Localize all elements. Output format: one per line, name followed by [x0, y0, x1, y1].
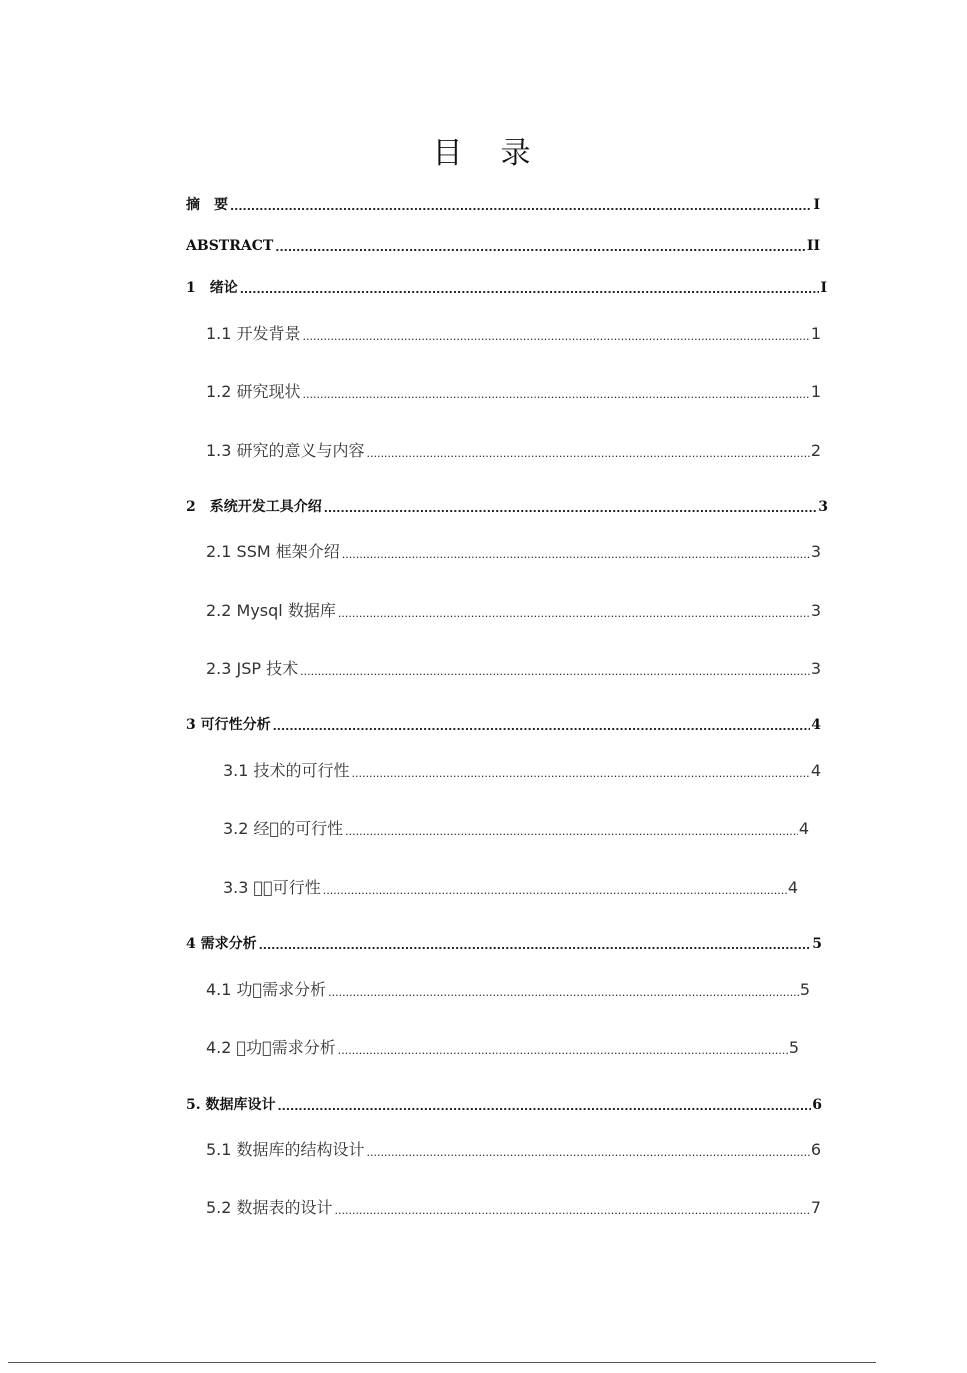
toc-entry-2-2[interactable] — [206, 601, 821, 621]
toc-leader-dots — [338, 602, 810, 622]
toc-page-number: 6 — [810, 1140, 821, 1159]
toc-entry-1-2[interactable] — [206, 382, 821, 402]
toc-entry-2-3[interactable] — [206, 659, 821, 679]
footer-divider — [8, 1362, 876, 1363]
toc-page-number: 3 — [810, 601, 821, 620]
toc-label: 4 需求分析 — [186, 936, 257, 952]
toc-label: 4.2  功 需求分析 — [206, 1038, 336, 1057]
toc-leader-dots — [352, 762, 810, 782]
toc-entry-5-1[interactable] — [206, 1140, 821, 1160]
toc-label: 5.1 数据库的结构设计 — [206, 1140, 365, 1159]
toc-label: 3 可行性分析 — [186, 717, 271, 733]
toc-leader-dots — [323, 879, 787, 899]
toc-entry-1-1[interactable] — [206, 324, 821, 344]
toc-label: 3.1 技术的可行性 — [223, 761, 350, 780]
toc-entry-chapter-3[interactable] — [186, 715, 821, 735]
toc-page-number: 1 — [810, 324, 821, 343]
toc-entry-5-2[interactable] — [206, 1198, 821, 1218]
toc-label: 4.1 功 需求分析 — [206, 980, 327, 999]
toc-entry-abstract-cn[interactable] — [186, 195, 820, 215]
toc-label: 1.3 研究的意义与内容 — [206, 441, 365, 460]
toc-page-number: 5 — [812, 936, 822, 952]
toc-entry-chapter-2[interactable] — [186, 497, 828, 517]
toc-entry-3-1[interactable] — [223, 761, 821, 781]
toc-label: 摘 要 — [186, 197, 228, 213]
toc-leader-dots — [324, 498, 818, 518]
toc-page-number: II — [806, 238, 820, 254]
toc-leader-dots — [303, 383, 810, 403]
toc-label: 5. 数据库设计 — [186, 1097, 276, 1113]
toc-leader-dots — [328, 981, 799, 1001]
toc-leader-dots — [240, 279, 820, 299]
toc-label: 5.2 数据表的设计 — [206, 1198, 333, 1217]
toc-label: 3.3   可行性 — [223, 878, 321, 897]
toc-page-number: 5 — [788, 1038, 799, 1057]
toc-leader-dots — [338, 1039, 788, 1059]
toc-page-number: 3 — [818, 499, 828, 515]
toc-label: 2.1 SSM 框架介绍 — [206, 542, 340, 561]
toc-page-number: 4 — [810, 761, 821, 780]
toc-page-number: 3 — [810, 659, 821, 678]
toc-page-number: I — [820, 280, 827, 296]
toc-entry-abstract-en[interactable] — [186, 236, 820, 256]
toc-leader-dots — [367, 442, 810, 462]
toc-leader-dots — [273, 716, 811, 736]
toc-entry-2-1[interactable] — [206, 542, 821, 562]
toc-entry-chapter-5[interactable] — [186, 1095, 822, 1115]
toc-page-number: 6 — [812, 1097, 822, 1113]
toc-label: 2.2 Mysql 数据库 — [206, 601, 336, 620]
toc-entry-3-2[interactable] — [223, 819, 809, 839]
toc-entry-chapter-1[interactable] — [186, 278, 827, 298]
toc-entry-4-2[interactable] — [206, 1038, 799, 1058]
toc-entry-chapter-4[interactable] — [186, 934, 822, 954]
toc-leader-dots — [259, 935, 812, 955]
toc-page-number: 3 — [810, 542, 821, 561]
toc-label: ABSTRACT — [186, 238, 274, 254]
toc-entry-4-1[interactable] — [206, 980, 810, 1000]
toc-label: 2.3 JSP 技术 — [206, 659, 299, 678]
toc-label: 2 系统开发工具介绍 — [186, 499, 322, 515]
toc-entry-3-3[interactable] — [223, 878, 798, 898]
toc-leader-dots — [342, 543, 810, 563]
toc-page-number: 4 — [787, 878, 798, 897]
toc-leader-dots — [367, 1141, 810, 1161]
toc-leader-dots — [278, 1096, 812, 1116]
toc-page-number: 5 — [799, 980, 810, 999]
toc-page-number: I — [813, 197, 820, 213]
toc-label: 3.2 经 的可行性 — [223, 819, 344, 838]
toc-leader-dots — [335, 1199, 810, 1219]
toc-leader-dots — [303, 325, 810, 345]
toc-leader-dots — [275, 237, 806, 257]
toc-page-number: 7 — [810, 1198, 821, 1217]
toc-leader-dots — [300, 660, 810, 680]
toc-leader-dots — [345, 820, 798, 840]
toc-page-number: 4 — [811, 717, 821, 733]
toc-page-number: 1 — [810, 382, 821, 401]
toc-leader-dots — [230, 196, 812, 216]
toc-entry-1-3[interactable] — [206, 441, 821, 461]
toc-label: 1.2 研究现状 — [206, 382, 301, 401]
toc-page-number: 4 — [798, 819, 809, 838]
page-title: 目 录 — [432, 136, 535, 171]
toc-label: 1 绪论 — [186, 280, 238, 296]
toc-page-number: 2 — [810, 441, 821, 460]
toc-label: 1.1 开发背景 — [206, 324, 301, 343]
